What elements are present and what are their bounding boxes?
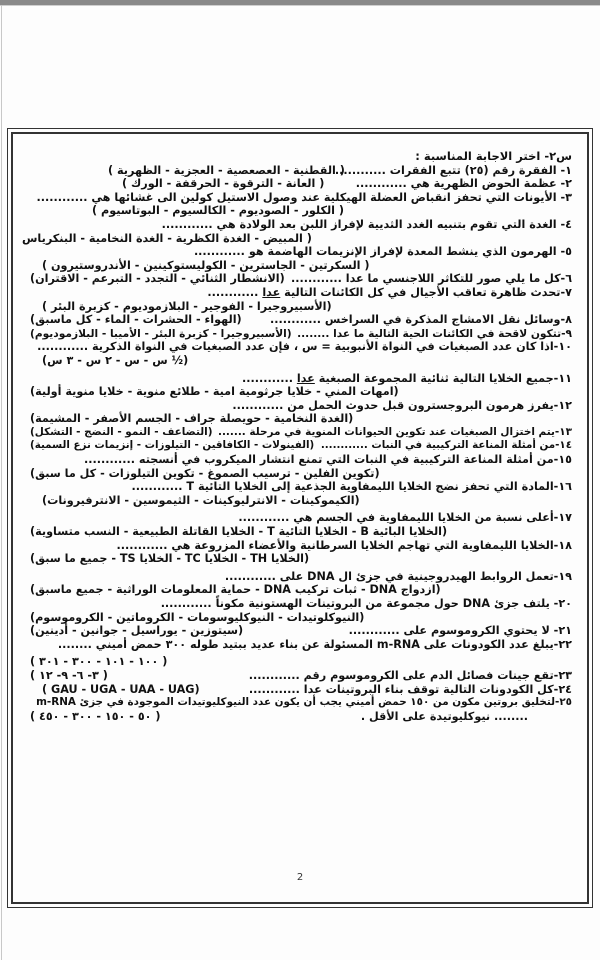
question-text: ١- الفقرة رقم (٢٥) تتبع الفقرات ............ [334, 163, 572, 177]
question-options: (الانشطار الثنائي - التجدد - التبرعم - الاقتران) [30, 272, 285, 286]
question-4 [30, 218, 572, 232]
question-text: ٢- عظمة الحوض الظهرية هي ............ [355, 177, 572, 191]
section-title [30, 150, 572, 164]
question-options: (الخلايا البائية B - الخلايا التائية T - الخلايا القاتلة الطبيعية - النسب متساوية) [30, 525, 448, 539]
question-text: ١٥-من أمثلة المناعة التركيبية في النبات التي تمنع انتشار الميكروب في أنسجته ............ [84, 453, 572, 467]
question-2 [30, 177, 572, 191]
question-text: ٦-كل ما يلي صور للتكاثر اللاجنسي ما عدا ............ [291, 272, 572, 286]
question-options: ( ٥٠ - ١٥٠ - ٣٠٠ - ٤٥٠ ) [30, 709, 161, 723]
question-7-options-line [30, 300, 572, 314]
question-1 [30, 164, 572, 178]
question-23 [30, 669, 572, 683]
question-options: ( ١٠٠ - ١٠١ - ٣٠٠ - ٣٠١ ) [30, 655, 168, 669]
question-21 [30, 624, 572, 638]
question-10-options-line [30, 354, 572, 368]
question-options: (الفينولات - الكافاقين - التيلوزات - إنزيمات نزع السمية) [30, 439, 315, 452]
section-title-text: س٢- اختر الاجابة المناسبة : [415, 149, 572, 163]
question-text [207, 286, 572, 300]
question-options: (الكيموكينات - الانترليوكينات - الثيموسين - الانترفيرونات) [42, 493, 360, 507]
question-12 [30, 399, 572, 413]
question-text: ٨-وسائل نقل الامشاج المذكرة في السراخس ............ [270, 313, 572, 327]
question-options: (النيوكلوتيدات - النيوكليوسومات - الكروماتين - الكروموسوم) [30, 610, 365, 624]
question-18-options-line [30, 552, 572, 566]
question-11 [30, 372, 572, 386]
question-16-options-line [30, 494, 572, 508]
question-18 [30, 539, 572, 553]
question-10 [30, 340, 572, 354]
question-options: (امهات المني - خلايا جرثومية امية - طلائع منوية - خلايا منوية أولية) [30, 385, 399, 399]
question-15-options-line [30, 467, 572, 481]
question-8 [30, 313, 572, 327]
answer-blank: ............ [207, 285, 263, 299]
question-22 [30, 638, 572, 652]
question-text: ٢٢-يبلغ عدد الكودونات على m-RNA المسئولة عن بناء عديد ببتيد طوله ٣٠٠ حمض أميني ........ [57, 637, 572, 651]
question-text: ٤- الغدة التي تقوم بتنبيه الغدد الثديية لإفراز اللبن بعد الولادة هي ............ [161, 217, 572, 231]
question-options: (GAU - UGA - UAA - UAG ) [42, 682, 200, 696]
top-bar-shadow [0, 5, 600, 6]
question-options: (الخلايا TH - الخلايا TC - الخلايا TS - جميع ما سبق) [30, 552, 310, 566]
question-22-options-line [30, 655, 572, 669]
question-options: ( العانة - الترقوة - الحرقفة - الورك ) [122, 177, 325, 191]
question-text: ٥- الهرمون الذي ينشط المعدة لإفراز الإنزيمات الهاضمة هو ............ [193, 245, 572, 259]
question-options: ( القطنية - العصعصية - العجزية - الظهرية ) [108, 163, 345, 177]
question-3-options-line [30, 204, 572, 218]
question-options: ( السكرتين - الجاسترين - الكوليستوكينين - الأندروستيرون ) [42, 258, 370, 272]
question-7 [30, 286, 572, 300]
question-text: ١٠-اذا كان عدد الصبغيات في النواة الأنبوبية = س ، فإن عدد الصبغيات في النواة الذكرية ............ [37, 340, 572, 354]
question-4-options-line [22, 231, 572, 246]
question-14 [30, 439, 572, 453]
question-section [22, 149, 572, 723]
question-5-options-line [30, 259, 572, 273]
question-options: (الغدة النخامية - حويصلة جراف - الجسم الأصفر - المشيمة) [30, 412, 354, 426]
question-16 [30, 480, 572, 494]
question-5 [30, 245, 572, 259]
page-number: 2 [296, 872, 304, 883]
question-24 [30, 683, 572, 697]
question-text: ٩-تتكون لاقحة في الكائنات الحية التالية ما عدا ........ [297, 326, 572, 340]
question-17-options-line [30, 525, 572, 539]
question-options: (الأسبيروجيرا - كزبرة البئر - الأميبا - البلازموديوم) [30, 326, 292, 340]
question-19 [30, 570, 572, 584]
question-text: ٢٠- يلتف جزئ DNA حول مجموعة من البروتينات الهستونية مكوناً ............ [160, 597, 572, 610]
question-text: ٢٤-كل الكودونات التالية توقف بناء البروتينات عدا ............ [248, 682, 572, 696]
question-text [242, 372, 572, 386]
question-11-options-line [30, 385, 572, 399]
question-3 [30, 191, 572, 205]
question-19-options-line [30, 583, 572, 597]
question-text-continued: ........ نيوكليوتيدة على الأقل . [360, 709, 528, 723]
question-12-options-line [30, 412, 572, 426]
question-15 [30, 453, 572, 467]
question-options: (تكوين الفلين - ترسيب الصموغ - تكوين التيلوزات - كل ما سبق) [30, 466, 380, 480]
question-options: ( المبيض - الغدة الكظرية - الغدة النخامية - البنكرياس [22, 231, 312, 245]
question-9 [30, 327, 572, 341]
answer-blank: ............ [241, 371, 297, 385]
question-options: (سيتوزين - يوراسيل - جوانين - أدينين) [30, 624, 244, 638]
question-options: (التضاعف - النمو - النضج - التشكل) [30, 425, 213, 438]
question-text: ١٨-الخلايا الليمفاوية التي تهاجم الخلايا السرطانية والأعضاء المزروعة هي ............ [116, 538, 572, 552]
question-13 [30, 426, 572, 440]
question-text: ١٦-المادة التي تحفز نضج الخلايا الليمفاوية الجذعية إلى الخلايا التائية T ............ [131, 480, 572, 494]
question-text: ٣- الأيونات التي تحفز انقباض العضلة الهيكلية عند وصول الاستيل كولين الى غشائها هي ............ [36, 190, 572, 204]
underlined-word: عدا [296, 371, 315, 385]
question-options: (½ س - س - ٢ س - ٣ س) [42, 353, 189, 367]
question-6 [30, 272, 572, 286]
question-20 [30, 597, 572, 611]
question-25-line-2 [30, 710, 572, 724]
question-text-part: ١١-جميع الخلايا التالية ثنائية المجموعة الصبغية [314, 371, 572, 385]
question-text: ١٩-تعمل الروابط الهيدروجينية في جزئ ال DNA على ............ [224, 569, 572, 583]
question-text: ١٤-من أمثلة المناعة التركيبية في النبات ............ [320, 439, 572, 452]
question-text: ٢٣-تقع جينات فصائل الدم على الكروموسوم رقم ............ [248, 668, 572, 682]
question-17 [30, 511, 572, 525]
question-text: ١٧-أعلى نسبة من الخلايا الليمفاوية في الجسم هي ............ [238, 511, 572, 525]
question-options: (الهواء - الحشرات - الماء - كل ماسبق) [30, 313, 242, 327]
question-text: ٢٥-لتخليق بروتين مكون من ١٥٠ حمض أميني يجب أن يكون عدد النيوكليوتيدات الموجودة في جزئ m-RNA [36, 696, 572, 709]
question-options: ( ٣- ٦- ٩- ١٢ ) [30, 668, 108, 682]
question-options: ( الكلور - الصوديوم - الكالسيوم - البوتاسيوم ) [92, 204, 345, 218]
underlined-word: عدا [262, 285, 281, 299]
question-options: (ازدواج DNA - ثبات تركيب DNA - حماية المعلومات الوراثية - جميع ماسبق) [30, 583, 441, 597]
question-25 [30, 696, 572, 710]
question-text: ١٢-يفرز هرمون البروجسترون قبل حدوث الحمل من ............ [232, 398, 572, 412]
left-edge-line [1, 5, 2, 960]
question-text: ١٣-يتم اختزال الصبغيات عند تكوين الحيوانات المنوية في مرحلة ....... [218, 425, 572, 438]
question-20-options-line [30, 611, 572, 625]
question-options: (الأسبيروجيرا - الفوجير - البلازموديوم - كزبرة البئر ) [42, 299, 332, 313]
question-text-part: ٧-تحدث ظاهرة تعاقب الأجيال في كل الكائنات التالية [280, 285, 572, 299]
question-text: ٢١- لا يحتوي الكروموسوم على ............ [348, 624, 572, 638]
